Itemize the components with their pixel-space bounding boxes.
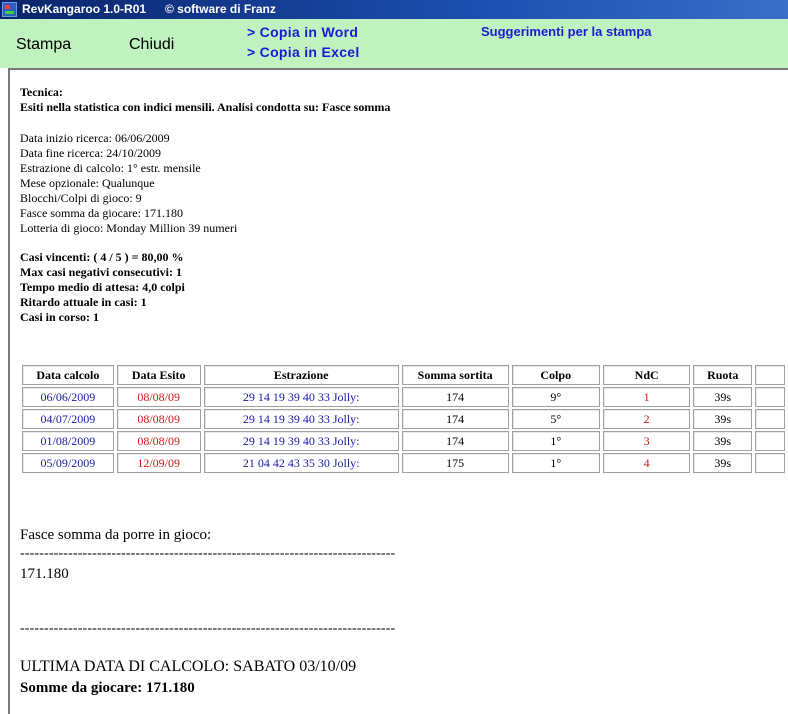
header-data-esito: Data Esito: [117, 365, 201, 385]
param-line: Estrazione di calcolo: 1° estr. mensile: [20, 161, 201, 175]
table-row: [22, 453, 785, 473]
cell-somma: 174: [402, 431, 509, 451]
cell-ruota: 39s: [693, 387, 752, 407]
param-line: Lotteria di gioco: Monday Million 39 numeri: [20, 221, 238, 235]
app-icon: [2, 2, 17, 17]
cell-ruota: 39s: [693, 453, 752, 473]
cell-estrazione: 29 14 19 39 40 33 Jolly:: [204, 409, 399, 429]
tecnica-label: Tecnica:: [20, 85, 63, 99]
cell-estrazione: 29 14 19 39 40 33 Jolly:: [204, 431, 399, 451]
suggerimenti-link[interactable]: Suggerimenti per la stampa: [481, 24, 652, 39]
cell-somma: 175: [402, 453, 509, 473]
copia-excel-link[interactable]: > Copia in Excel: [247, 44, 360, 60]
cell-data-esito: 08/08/09: [117, 409, 201, 429]
cell-extra: [755, 387, 785, 407]
param-line: Mese opzionale: Qualunque: [20, 176, 155, 190]
header-ruota: Ruota: [693, 365, 752, 385]
param-line: Blocchi/Colpi di gioco: 9: [20, 191, 142, 205]
cell-extra: [755, 453, 785, 473]
cell-ndc: 1: [603, 387, 690, 407]
header-colpo: Colpo: [512, 365, 600, 385]
cell-extra: [755, 431, 785, 451]
cell-colpo: 9°: [512, 387, 600, 407]
cell-ndc: 3: [603, 431, 690, 451]
cell-ruota: 39s: [693, 431, 752, 451]
cell-ndc: 4: [603, 453, 690, 473]
cell-data-calcolo: 04/07/2009: [22, 409, 114, 429]
divider-line: ------------------------------------------------------------------------------: [20, 546, 396, 561]
cell-ruota: 39s: [693, 409, 752, 429]
param-line: Fasce somma da giocare: 171.180: [20, 206, 183, 220]
fasce-value: 171.180: [20, 566, 69, 582]
header-data-calcolo: Data calcolo: [22, 365, 114, 385]
cell-colpo: 5°: [512, 409, 600, 429]
cell-estrazione: 21 04 42 43 35 30 Jolly:: [204, 453, 399, 473]
cell-data-calcolo: 05/09/2009: [22, 453, 114, 473]
cell-somma: 174: [402, 387, 509, 407]
fasce-title: Fasce somma da porre in gioco:: [20, 527, 212, 543]
cell-colpo: 1°: [512, 453, 600, 473]
chiudi-button[interactable]: Chiudi: [129, 36, 175, 53]
param-line: Data inizio ricerca: 06/06/2009: [20, 131, 170, 145]
somme-da-giocare: Somme da giocare: 171.180: [20, 680, 195, 696]
stampa-button[interactable]: Stampa: [16, 36, 72, 53]
stat-line: Tempo medio di attesa: 4,0 colpi: [20, 280, 185, 294]
header-ndc: NdC: [603, 365, 690, 385]
stat-line: Casi vincenti: ( 4 / 5 ) = 80,00 %: [20, 250, 184, 264]
toolbar: [0, 19, 788, 65]
cell-data-calcolo: 01/08/2009: [22, 431, 114, 451]
table-row: [22, 387, 785, 407]
results-table: [19, 363, 788, 475]
divider-line: ------------------------------------------------------------------------------: [20, 621, 396, 636]
header-estrazione: Estrazione: [204, 365, 399, 385]
table-row: [22, 409, 785, 429]
cell-somma: 174: [402, 409, 509, 429]
header-somma-sortita: Somma sortita: [402, 365, 509, 385]
stat-line: Max casi negativi consecutivi: 1: [20, 265, 182, 279]
cell-colpo: 1°: [512, 431, 600, 451]
copyright-text: © software di Franz: [165, 2, 276, 16]
tecnica-description: Esiti nella statistica con indici mensili. Analisi condotta su: Fasce somma: [20, 100, 391, 114]
cell-data-esito: 08/08/09: [117, 387, 201, 407]
table-row: [22, 431, 785, 451]
param-line: Data fine ricerca: 24/10/2009: [20, 146, 161, 160]
window-title: RevKangaroo 1.0-R01: [22, 2, 147, 16]
table-header-row: [22, 365, 785, 385]
cell-extra: [755, 409, 785, 429]
copia-word-link[interactable]: > Copia in Word: [247, 24, 359, 40]
cell-data-esito: 08/08/09: [117, 431, 201, 451]
ultima-data: ULTIMA DATA DI CALCOLO: SABATO 03/10/09: [20, 658, 357, 675]
cell-data-esito: 12/09/09: [117, 453, 201, 473]
stat-line: Ritardo attuale in casi: 1: [20, 295, 147, 309]
cell-ndc: 2: [603, 409, 690, 429]
stat-line: Casi in corso: 1: [20, 310, 99, 324]
cell-data-calcolo: 06/06/2009: [22, 387, 114, 407]
cell-estrazione: 29 14 19 39 40 33 Jolly:: [204, 387, 399, 407]
title-bar: [0, 0, 788, 19]
header-extra: [755, 365, 785, 385]
